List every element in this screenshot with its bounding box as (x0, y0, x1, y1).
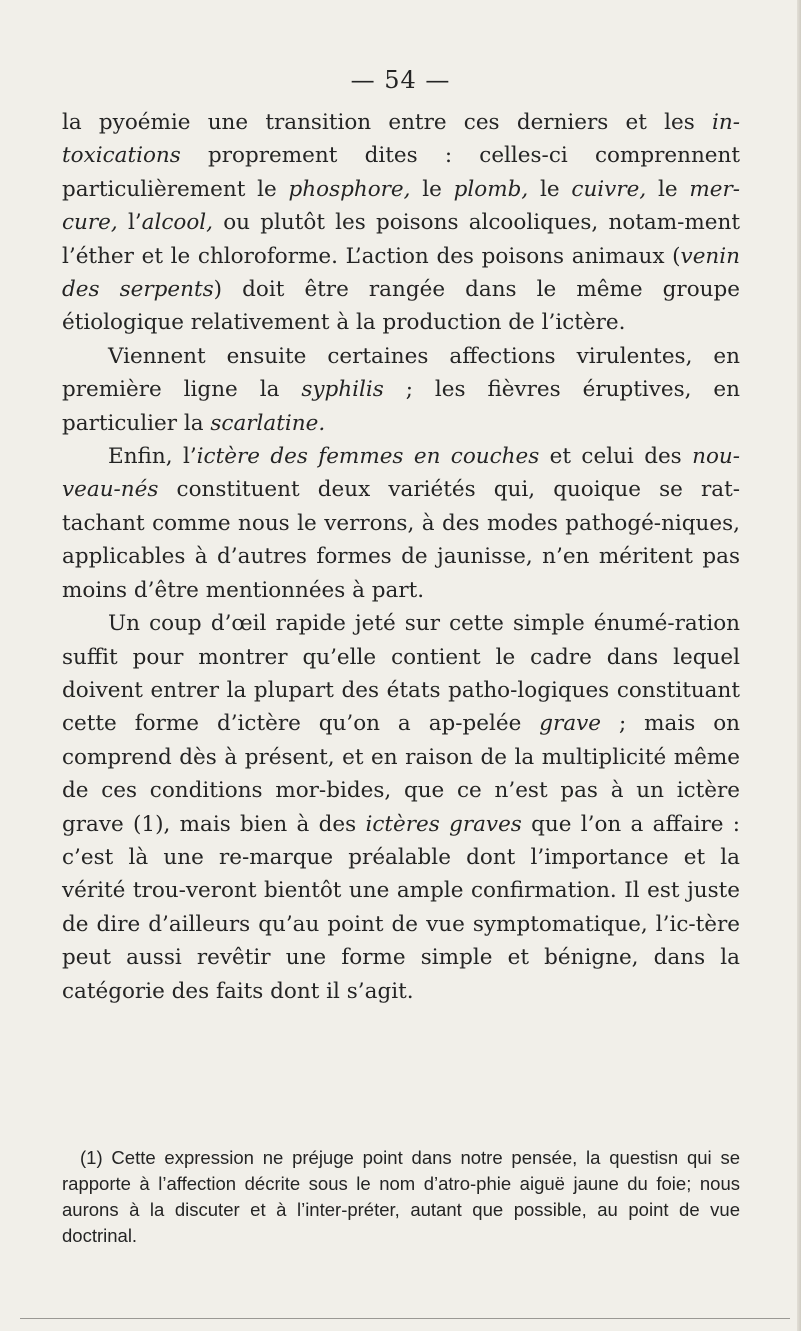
text-run: Enfin, l’ (108, 444, 197, 470)
italic-run: scarlatine. (210, 410, 326, 436)
page-edge-shadow (797, 0, 801, 1331)
text-run: proprement dites : celles-ci comprennent particulièrement le (62, 143, 740, 202)
page-number: — 54 — (350, 66, 451, 94)
italic-run: ictère des femmes en couches (196, 444, 540, 470)
italic-run: alcool, (141, 210, 214, 236)
italic-run: ictères graves (365, 811, 522, 837)
text-run: Viennent ensuite certaines affections virulentes, en première ligne la (62, 343, 740, 403)
footnote: (1) Cette expression ne préjuge point dans notre pensée, la questisn qui se rapporte à l’affection décrite sous le nom d’atro-phie aiguë jaune du foie; nous aurons à la discuter et à l’inter-préter, autant que possible, au point de vue doctrinal. (62, 1147, 740, 1246)
italic-run: nou-veau-nés (62, 444, 741, 503)
paragraph-1 (62, 106, 740, 340)
text-run: le (410, 176, 454, 202)
text-run: ; mais on comprend dès à présent, et en raison de la multiplicité même de ces conditions mor-bides, que ce n’est pas à un ictère grave (1), mais bien à des (62, 711, 741, 837)
italic-run: grave (539, 711, 602, 737)
text-run: constituent deux variétés qui, quoique se rat-tachant comme nous le verrons, à des modes pathogé-niques, applicables à d’autres formes de jaunisse, n’en méritent pas moins d’être mentionnées à part. (62, 477, 740, 603)
italic-run: syphilis (301, 377, 384, 403)
body-text (62, 106, 740, 1008)
text-run: la pyoémie une transition entre ces derniers et les (62, 110, 712, 135)
italic-run: venin des serpents (62, 243, 740, 303)
italic-run: plomb, (453, 176, 529, 202)
text-run: et celui des (539, 444, 693, 470)
italic-run: in-toxications (62, 110, 740, 169)
italic-run: phosphore, (288, 176, 411, 202)
text-run: l’ (117, 210, 142, 236)
paragraph-3 (62, 440, 740, 607)
italic-run: cuivre, (571, 176, 647, 202)
italic-run: mer-cure, (62, 176, 740, 236)
text-run: ) doit être rangée dans le même groupe étiologique relativement à la production de l’ictère. (62, 277, 740, 336)
text-run: le (528, 176, 572, 202)
paragraph-2 (62, 340, 740, 440)
text-run: Un coup d’œil rapide jeté sur cette simple énumé-ration suffit pour montrer qu’elle contient le cadre dans lequel doivent entrer la plupart des états patho-logiques constituant cette forme d’ictère qu’on a ap-pelée (62, 611, 740, 737)
paragraph-4 (62, 607, 740, 1008)
text-run: le (646, 176, 690, 202)
text-run: ou plutôt les poisons alcooliques, notam-ment l’éther et le chloroforme. L’action des poisons animaux ( (62, 210, 740, 269)
text-run: ; les fièvres éruptives, en particulier la (62, 377, 740, 436)
page-bottom-rule (20, 1318, 790, 1319)
text-run: que l’on a affaire : c’est là une re-marque préalable dont l’importance et la vérité trou-veront bientôt une ample confirmation. Il est juste de dire d’ailleurs qu’au point de vue symptomatique, l’ic-tère peut aussi revêtir une forme simple et bénigne, dans la catégorie des faits dont il s’agit. (62, 811, 740, 1004)
